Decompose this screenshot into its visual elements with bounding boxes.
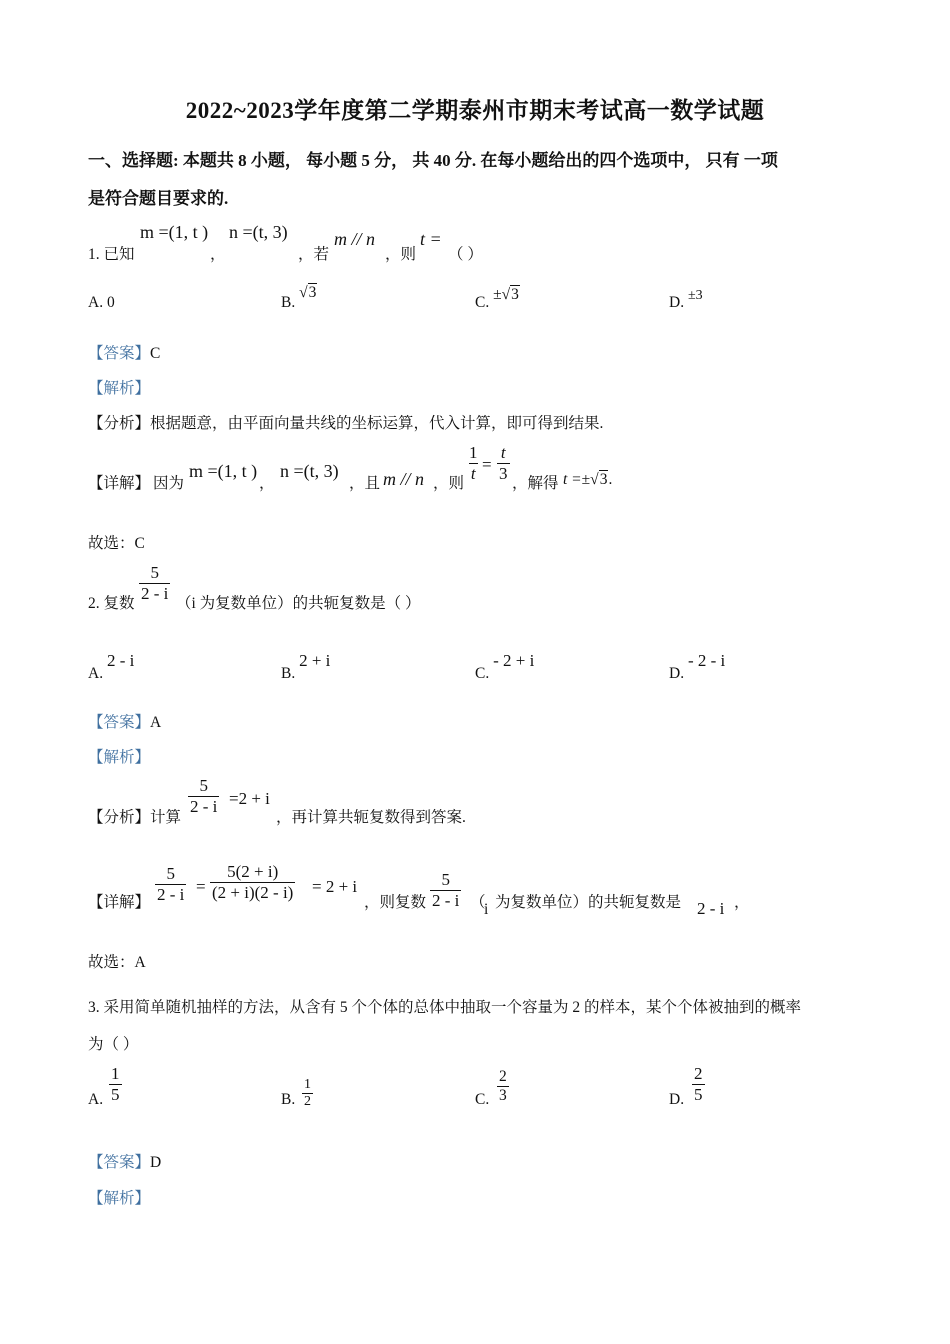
q2-detail-frac3: $\frac{5}{2 - i}$ — [432, 870, 460, 910]
q1-analysis-label: 【解析】 — [88, 380, 151, 397]
q3-option-d-label: D. — [669, 1091, 685, 1108]
q3-option-c-label: C. — [475, 1091, 490, 1108]
q1-detail-and: ，且 — [349, 475, 381, 492]
q2-detail-end: ， — [734, 894, 750, 911]
q2-detail-eq2: = 2 + i — [312, 877, 358, 896]
q2-option-b: B. 2 + i — [281, 651, 331, 682]
q2-fenxi: 【分析】计算 — [88, 809, 182, 826]
q1-detail-then: ，则 — [433, 475, 465, 492]
q1-detail-because: 因为 — [153, 475, 185, 492]
q3-answer: 【答案】D — [88, 1154, 162, 1171]
q2-analysis-label: 【解析】 — [88, 749, 151, 766]
q2-stem: （i 为复数单位）的共轭复数是（ ） — [176, 595, 421, 612]
q2-fenxi-rest: ，再计算共轭复数得到答案. — [276, 809, 466, 826]
q2-detail-frac2: $\frac{5(2 + i)}{(2 + i)(2 - i)}$ — [212, 862, 294, 902]
q2-detail-i: i — [484, 901, 489, 918]
q1-bracket: （ ） — [448, 246, 483, 263]
q2-number: 2. 复数 — [88, 595, 135, 612]
q3-option-d-frac: $\frac{2}{5}$ — [694, 1064, 703, 1104]
q1-number: 1. 已知 — [88, 246, 135, 263]
q1-detail-m: m =(1, t ) — [189, 461, 258, 481]
q2-detail-rest: 为复数单位）的共轭复数是 — [495, 894, 682, 911]
q2-option-a: A. 2 - i — [88, 651, 135, 682]
q3-option-c-frac: $\frac{2}{3}$ — [499, 1068, 507, 1104]
q1-fenxi: 【分析】根据题意，由平面向量共线的坐标运算，代入计算，即可得到结果. — [88, 415, 604, 432]
section-heading-line2: 是符合题目要求的. — [88, 189, 229, 208]
q2-option-c: C. - 2 + i — [475, 651, 535, 682]
q1-condition: m // n — [334, 229, 376, 249]
q1-detail-frac2: $\frac{t}{3}$ — [499, 443, 508, 483]
q2-choose: 故选：A — [88, 954, 146, 971]
q1-answer: 【答案】C — [88, 345, 161, 362]
q2-detail-label: 【详解】 — [88, 894, 151, 911]
section-heading-line1: 一、选择题: 本题共 8 小题， 每小题 5 分， 共 40 分. 在每小题给出的四个选项中， 只有 一项 — [88, 151, 778, 170]
q2-fenxi-result: =2 + i — [229, 789, 270, 808]
q3-stem-line2: 为（ ） — [88, 1036, 139, 1053]
q3-option-a-label: A. — [88, 1091, 104, 1108]
q3-analysis-label: 【解析】 — [88, 1190, 151, 1207]
q2-fenxi-fraction: $\frac{5}{2 - i}$ — [190, 776, 218, 816]
q2-detail-frac1: $\frac{5}{2 - i}$ — [157, 864, 185, 904]
q2-option-d: D. - 2 - i — [669, 651, 726, 682]
q1-option-a: A. 0 — [88, 294, 115, 311]
q2-answer: 【答案】A — [88, 714, 162, 731]
q2-fraction: $\frac{5}{2 - i}$ — [141, 563, 169, 603]
q1-detail-eq: = — [482, 455, 492, 474]
q1-vector-n: n =(t, 3) — [229, 222, 288, 242]
q1-sep2: ，若 — [298, 246, 330, 263]
q1-choose: 故选：C — [88, 535, 145, 552]
q2-detail-eq1: = — [196, 877, 206, 896]
q1-detail-n: n =(t, 3) — [280, 461, 339, 481]
q1-sep1: ， — [210, 246, 226, 263]
q1-t-eq: t = — [420, 229, 442, 249]
q1-detail-result: t =±√3. — [563, 471, 613, 488]
q2-detail-paren: （ — [470, 894, 486, 911]
q1-detail-solve: ，解得 — [512, 475, 559, 492]
q1-option-d: D. ±3 — [669, 288, 703, 311]
q1-then: ，则 — [385, 246, 417, 263]
q1-option-c: C. ±√3 — [475, 286, 519, 311]
q1-option-b: B. √3 — [281, 284, 317, 311]
q1-detail-frac1: $\frac{1}{t}$ — [469, 443, 478, 483]
q2-detail-then: ，则复数 — [364, 894, 427, 911]
q3-stem-line1: 3. 采用简单随机抽样的方法，从含有 5 个个体的总体中抽取一个容量为 2 的样本，某个个体被抽到的概率 — [88, 999, 802, 1016]
q3-option-b-label: B. — [281, 1091, 296, 1108]
q1-vector-m: m =(1, t ) — [140, 222, 209, 242]
q1-detail-label: 【详解】 — [88, 475, 151, 492]
q2-detail-result: 2 - i — [697, 899, 725, 918]
q1-detail-cond: m // n — [383, 469, 425, 489]
q3-option-b-frac: $\frac{1}{2}$ — [304, 1077, 311, 1110]
page-title: 2022~2023学年度第二学期泰州市期末考试高一数学试题 — [185, 98, 765, 123]
q1-detail-comma: ， — [259, 475, 275, 492]
q3-option-a-frac: $\frac{1}{5}$ — [111, 1064, 120, 1104]
